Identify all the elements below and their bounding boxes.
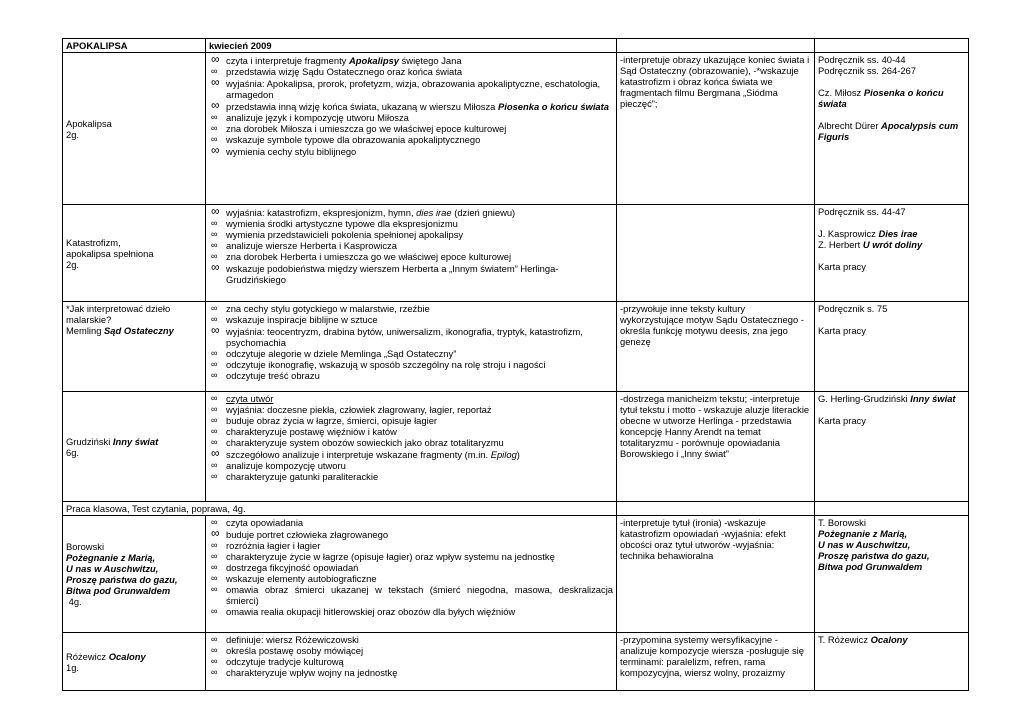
goal-item: ∞ wymienia przedstawicieli pokolenia spełnionej apokalipsy <box>209 229 613 240</box>
goals-cell <box>206 516 617 633</box>
materials-cell <box>815 633 969 691</box>
material-item: Podręcznik s. 75 <box>818 303 888 314</box>
material-item: T. Różewicz Ocalony <box>818 634 908 645</box>
material-item: Karta pracy <box>818 415 866 426</box>
goal-item: ∞ wymienia środki artystyczne typowe dla ekspresjonizmu <box>209 218 613 229</box>
material-item: Albrecht Dürer Apocalypsis cum Figuris <box>818 120 959 142</box>
table-row <box>63 516 969 633</box>
topic-cell <box>63 633 206 691</box>
material-item: Karta pracy <box>818 325 866 336</box>
material-item: Proszę państwa do gazu, <box>818 550 930 561</box>
header-row <box>63 39 969 53</box>
goal-item: ∞ analizuje język i kompozycję utworu Miłosza <box>209 112 613 123</box>
goals-cell <box>206 392 617 502</box>
goal-item: ∞ szczegółowo analizuje i interpretuje wskazane fragmenty (m.in. Epilog) <box>209 449 613 460</box>
goal-item: ∞ przedstawia inną wizję końca świata, ukazaną w wierszu Miłosza Piosenka o końcu świata <box>209 101 613 112</box>
goal-item: ∞ buduje portret człowieka złagrowanego <box>209 529 613 540</box>
goal-item: ∞ zna cechy stylu gotyckiego w malarstwie, rzeźbie <box>209 303 613 314</box>
topic-subtitle: Memling Sąd Ostateczny <box>66 325 174 336</box>
goal-item: ∞ wskazuje symbole typowe dla obrazowania apokaliptycznego <box>209 134 613 145</box>
extended-goals-cell: -przywołuje inne teksty kultury wykorzystujące motyw Sądu Ostatecznego -określa funkcję motywu deesis, zna jego genezę <box>617 302 815 392</box>
header-title: APOKALIPSA <box>63 39 206 53</box>
goal-item: ∞ odczytuje tradycje kulturową <box>209 656 613 667</box>
goal-item: ∞ czyta opowiadania <box>209 517 613 528</box>
topic-hours: 2g. <box>66 128 80 140</box>
topic-cell <box>63 516 206 633</box>
table-row <box>63 502 969 516</box>
goal-item: ∞ odczytuje ikonografię, wskazują w sposób szczególny na rolę stroju i nagości <box>209 359 613 370</box>
goals-cell <box>206 633 617 691</box>
goal-item: ∞ omawia obraz śmierci ukazanej w tekstach (śmierć niegodna, masowa, deskralizacja śmierci) <box>209 584 613 606</box>
header-empty-3 <box>617 39 815 53</box>
materials-cell <box>815 392 969 502</box>
goal-item: ∞ wyjaśnia: katastrofizm, ekspresjonizm, hymn, dies irae (dzień gniewu) <box>209 207 613 218</box>
topic-work: U nas w Auschwitzu, <box>66 563 159 574</box>
goal-item: ∞ analizuje kompozycję utworu <box>209 460 613 471</box>
material-item: Z. Herbert U wrót doliny <box>818 239 923 250</box>
goal-item: ∞ definiuje: wiersz Różewiczowski <box>209 634 613 645</box>
topic-cell <box>63 205 206 302</box>
materials-cell <box>815 302 969 392</box>
goals-list <box>209 303 613 381</box>
topic-title: Borowski <box>66 541 105 552</box>
goals-list <box>209 634 613 678</box>
topic-title: Grudziński Inny świat <box>66 435 159 447</box>
material-item: G. Herling-Grudziński Inny świat <box>818 393 956 404</box>
material-item: U nas w Auschwitzu, <box>818 539 911 550</box>
goal-item: ∞ odczytuje alegorie w dziele Memlinga „Sąd Ostateczny” <box>209 348 613 359</box>
goals-list <box>209 55 613 157</box>
goal-item: ∞ czyta utwór <box>209 393 613 404</box>
topic-cell <box>63 302 206 392</box>
goal-item: ∞ rozróżnia łagier i łagier <box>209 540 613 551</box>
topic-work: Proszę państwa do gazu, <box>66 574 178 585</box>
goal-item: ∞ zna dorobek Herberta i umieszcza go we właściwej epoce kulturowej <box>209 251 613 262</box>
materials-cell <box>815 53 969 205</box>
goal-item: ∞ charakteryzuje wpływ wojny na jednostkę <box>209 667 613 678</box>
goals-cell <box>206 302 617 392</box>
goals-list <box>209 393 613 482</box>
goal-item: ∞ wskazuje elementy autobiograficzne <box>209 573 613 584</box>
material-item: Cz. Miłosz Piosenka o końcu świata <box>818 87 944 109</box>
goal-item: ∞ wyjaśnia: doczesne piekła, człowiek złagrowany, łagier, reportaż <box>209 404 613 415</box>
header-empty-4 <box>815 39 969 53</box>
topic-title: Katastrofizm, <box>66 236 121 248</box>
topic-hours: 6g. <box>66 446 80 458</box>
goal-item: ∞ charakteryzuje życie w łagrze (opisuje łagier) oraz wpływ systemu na jednostkę <box>209 551 613 562</box>
material-item: Podręcznik ss. 264-267 <box>818 65 916 76</box>
material-item: Podręcznik ss. 40-44 <box>818 54 906 65</box>
materials-cell <box>815 516 969 633</box>
topic-hours: 4g. <box>66 596 82 607</box>
material-item: Bitwa pod Grunwaldem <box>818 561 923 572</box>
table-row <box>63 53 969 205</box>
lesson-plan-table <box>62 38 969 691</box>
extended-goals-cell: -dostrzega manicheizm tekstu; -interpretuje tytuł tekstu i motto - wskazuje aluzje literackie obecne w utworze Herlinga - przedstawia koncepcję Hanny Arendt na temat totalitaryzmu - porównuje opowiadania Borowskiego i „Inny świat” <box>617 392 815 502</box>
topic-title: Apokalipsa <box>66 117 112 129</box>
table-row <box>63 392 969 502</box>
lesson-plan-sheet <box>62 38 968 691</box>
goals-cell <box>206 53 617 205</box>
goals-list <box>209 517 613 617</box>
goal-item: ∞ wskazuje podobieństwa między wierszem Herberta a „Innym światem” Herlinga-Grudzińskiego <box>209 263 613 285</box>
topic-cell <box>63 392 206 502</box>
table-row <box>63 302 969 392</box>
goal-item: ∞ wyjaśnia: teocentryzm, drabina bytów, uniwersalizm, ikonografia, tryptyk, katastrofizm, psychomachia <box>209 326 613 348</box>
goal-item: ∞ wyjaśnia: Apokalipsa, prorok, profetyzm, wizja, obrazowania apokaliptyczne, eschatologia, armagedon <box>209 78 613 100</box>
topic-title: *Jak interpretować dzieło malarskie? <box>66 303 171 325</box>
goal-item: ∞ charakteryzuje postawę więźniów i katów <box>209 426 613 437</box>
topic-work: Pożegnanie z Marią, <box>66 552 156 563</box>
topic-hours: 2g. <box>66 258 80 270</box>
assessment-cell: Praca klasowa, Test czytania, poprawa, 4g. <box>63 502 617 516</box>
goal-item: ∞ przedstawia wizję Sądu Ostatecznego oraz końca świata <box>209 66 613 77</box>
goal-item: ∞ zna dorobek Miłosza i umieszcza go we właściwej epoce kulturowej <box>209 123 613 134</box>
extended-goals-cell: -przypomina systemy wersyfikacyjne -analizuje kompozycje wiersza -posługuje się terminami: paralelizm, refren, rama kompozycyjna, wiersz wolny, prozaizmy <box>617 633 815 691</box>
goal-item: ∞ analizuje wiersze Herberta i Kasprowicza <box>209 240 613 251</box>
materials-cell <box>815 205 969 302</box>
extended-goals-cell: -interpretuje tytuł (ironia) -wskazuje katastrofizm opowiadań -wyjaśnia: efekt obcości oraz tytuł utworów -wyjaśnia: technika behawioralna <box>617 516 815 633</box>
topic-hours: 1g. <box>66 661 80 673</box>
goal-item: ∞ wymienia cechy stylu biblijnego <box>209 146 613 157</box>
goal-item: ∞ charakteryzuje gatunki paraliterackie <box>209 471 613 482</box>
material-item: J. Kasprowicz Dies irae <box>818 228 918 239</box>
material-item: Pożegnanie z Marią, <box>818 528 908 539</box>
goal-item: ∞ buduje obraz życia w łagrze, śmierci, opisuje łagier <box>209 415 613 426</box>
extended-goals-cell <box>617 205 815 302</box>
topic-work: Bitwa pod Grunwaldem <box>66 585 171 596</box>
table-row <box>63 205 969 302</box>
goal-item: ∞ omawia realia okupacji hitlerowskiej oraz obozów dla byłych więźniów <box>209 606 613 617</box>
goal-item: ∞ charakteryzuje system obozów sowieckich jako obraz totalitaryzmu <box>209 437 613 448</box>
goal-item: ∞ czyta i interpretuje fragmenty Apokalipsy świętego Jana <box>209 55 613 66</box>
material-item: Podręcznik ss. 44-47 <box>818 206 906 217</box>
material-item: Karta pracy <box>818 261 866 272</box>
goal-item: ∞ określa postawę osoby mówiącej <box>209 645 613 656</box>
goal-item: ∞ odczytuje treść obrazu <box>209 370 613 381</box>
material-item: T. Borowski <box>818 517 866 528</box>
topic-title: Różewicz Ocalony <box>66 650 146 662</box>
goals-list <box>209 207 613 285</box>
table-row <box>63 633 969 691</box>
empty-cell <box>815 502 969 516</box>
goal-item: ∞ dostrzega fikcyjność opowiadań <box>209 562 613 573</box>
empty-cell <box>617 502 815 516</box>
header-date: kwiecień 2009 <box>206 39 617 53</box>
topic-subtitle: apokalipsa spełniona <box>66 247 154 259</box>
topic-cell <box>63 53 206 205</box>
extended-goals-cell: -interpretuje obrazy ukazujące koniec świata i Sąd Ostateczny (obrazowanie), -*wskazuje katastrofizm i obraz końca świata we fragmentach filmu Bergmana „Siódma pieczęć”; <box>617 53 815 205</box>
goals-cell <box>206 205 617 302</box>
goal-item: ∞ wskazuje inspiracje biblijne w sztuce <box>209 314 613 325</box>
